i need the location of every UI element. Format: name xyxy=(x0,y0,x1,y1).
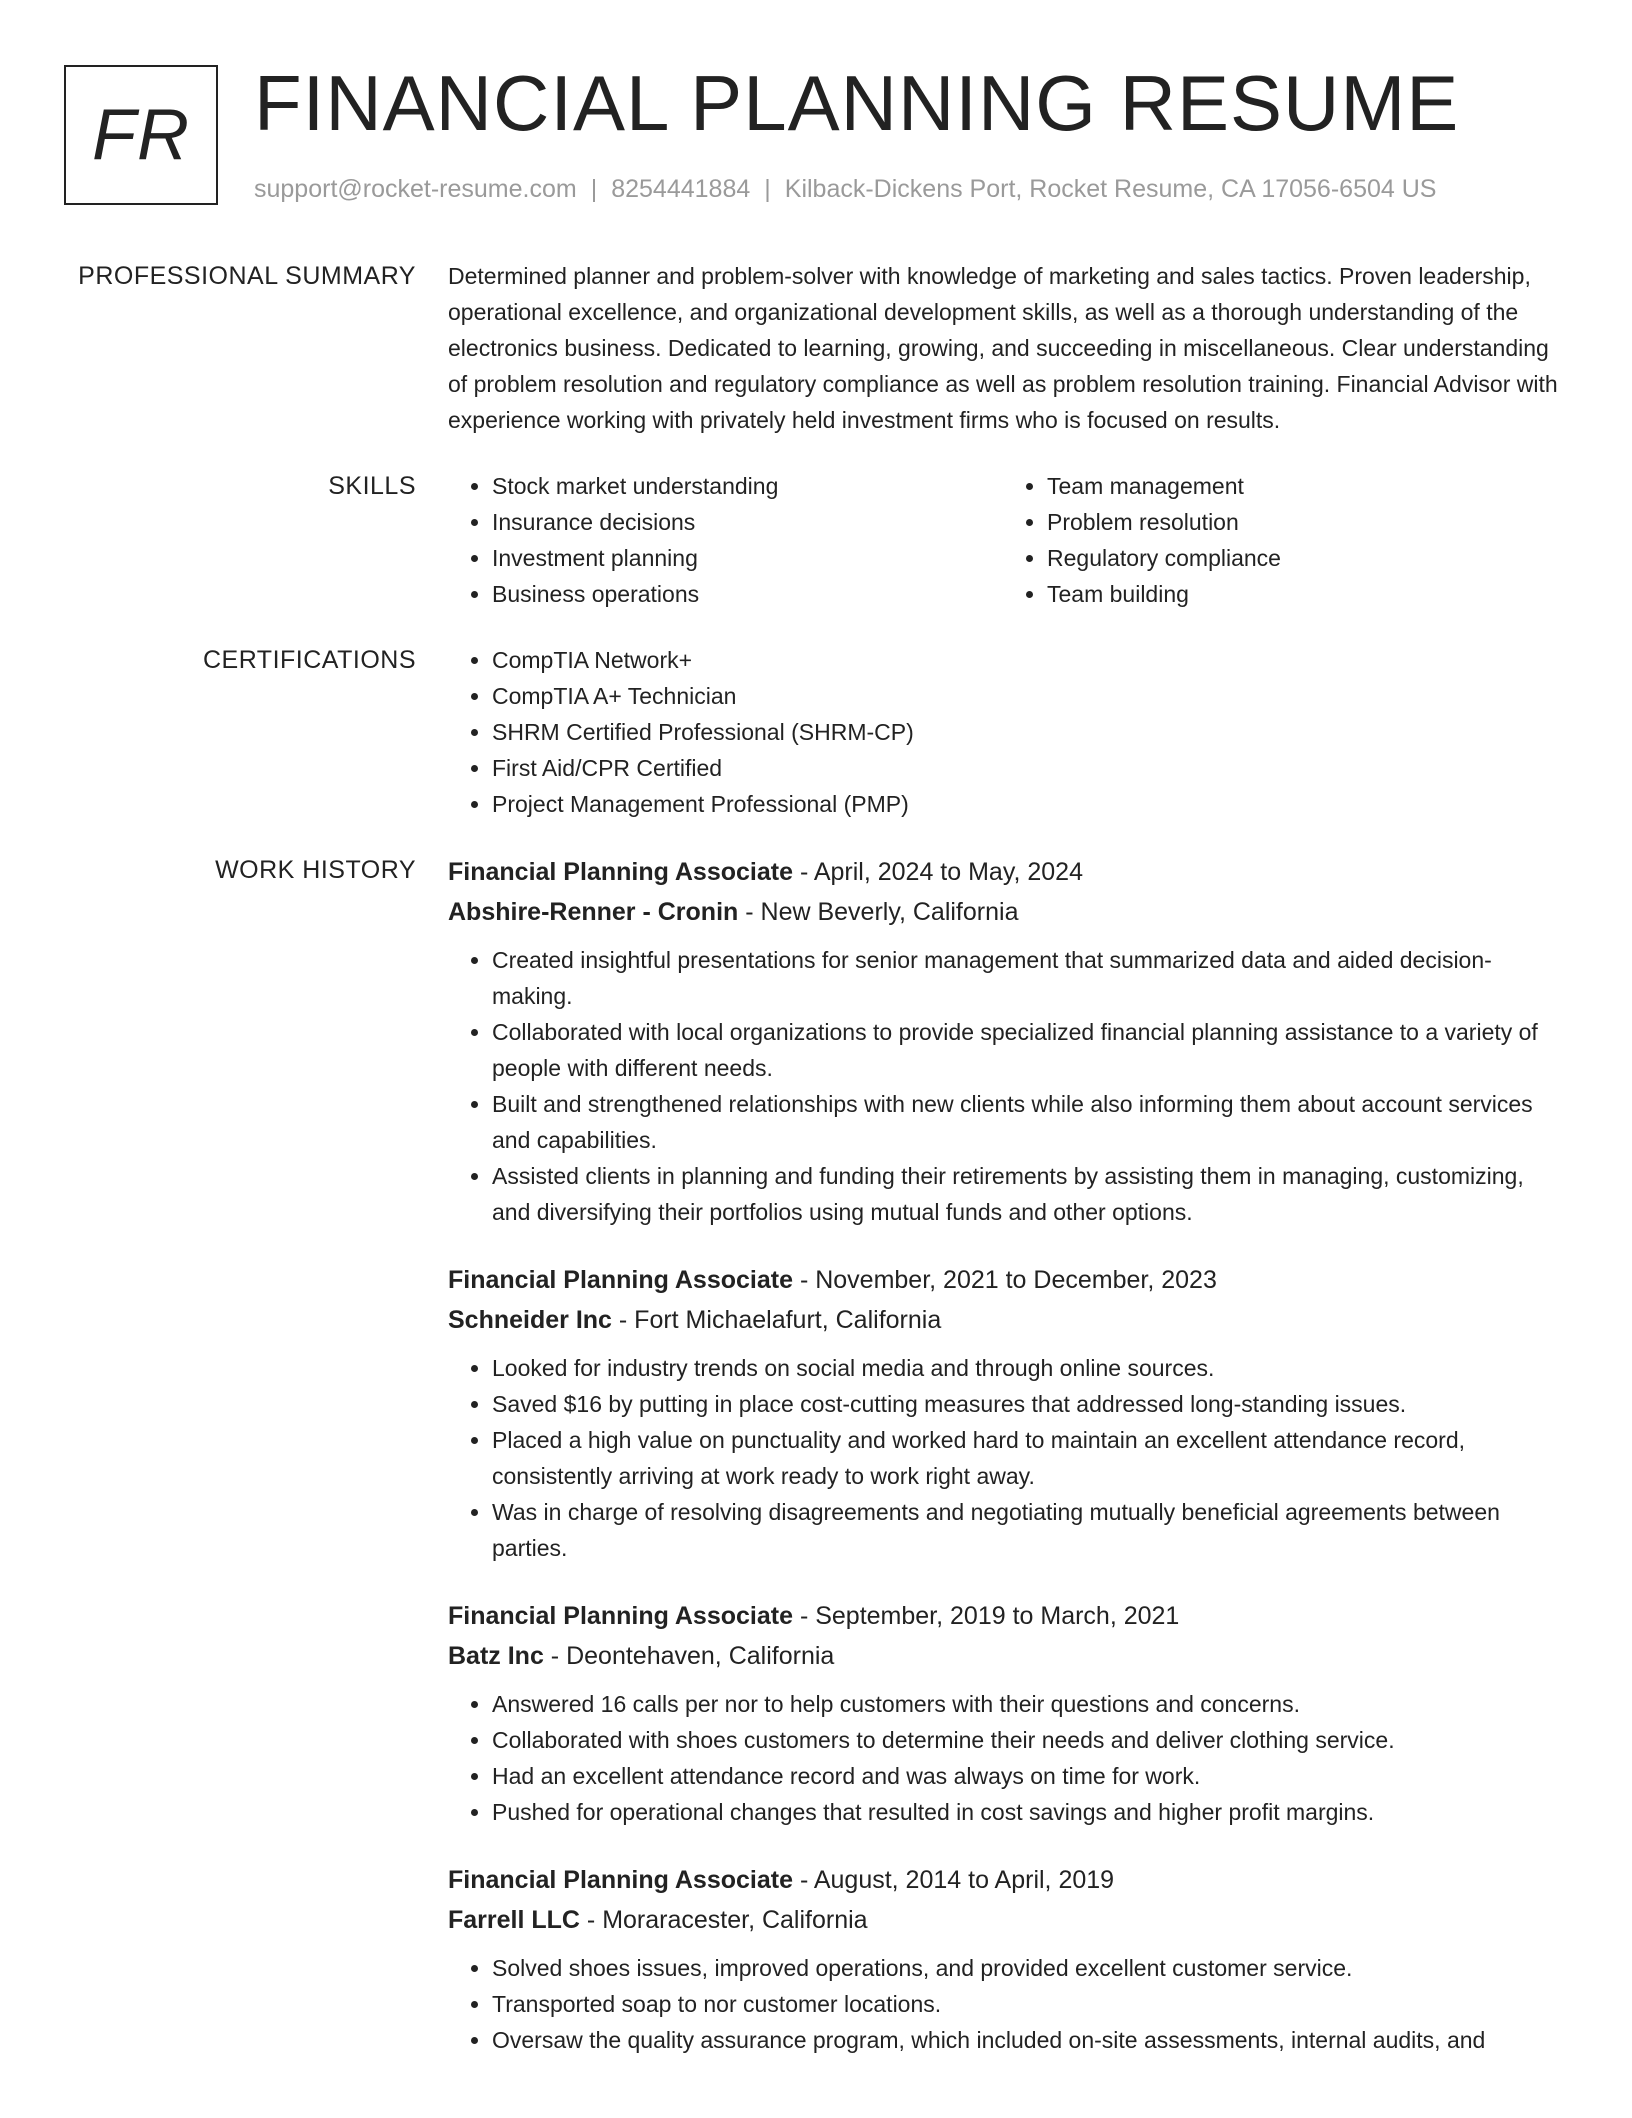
certification-item: • Project Management Professional (PMP) xyxy=(492,786,1558,822)
summary-text: Determined planner and problem-solver with knowledge of marketing and sales tactics. Proven leadership, operational excellence, and organizational development skills, as well as a thorough understanding of the electronics business. Dedicated to learning, growing, and succeeding in miscellaneous. Clear understanding of problem resolution and regulatory compliance as well as problem resolution training. Financial Advisor with experience working with privately held investment firms who is focused on results. xyxy=(448,263,1558,433)
contact-separator: | xyxy=(764,175,771,203)
contact-email[interactable]: support@rocket-resume.com xyxy=(254,175,577,203)
job-company: Abshire-Renner - Cronin xyxy=(448,898,739,926)
certifications-body xyxy=(448,642,1558,822)
job-company-line xyxy=(448,1900,1558,1940)
job-title: Financial Planning Associate xyxy=(448,1602,793,1630)
skills-section xyxy=(0,468,1632,612)
section-label-certifications: CERTIFICATIONS xyxy=(202,646,416,674)
job-bullet: • Oversaw the quality assurance program, which included on-site assessments, internal audits, and xyxy=(492,2022,1558,2058)
job-location: - Fort Michaelafurt, California xyxy=(611,1306,942,1334)
job-location: - Deontehaven, California xyxy=(543,1642,835,1670)
job-bullet: • Assisted clients in planning and funding their retirements by assisting them in managing, customizing, and diversifying their portfolios using mutual funds and other options. xyxy=(492,1158,1558,1230)
work-history-section xyxy=(0,852,1632,2088)
contact-address: Kilback-Dickens Port, Rocket Resume, CA 17056-6504 US xyxy=(784,175,1437,203)
section-label-summary: PROFESSIONAL SUMMARY xyxy=(78,262,416,290)
job-bullets xyxy=(448,1950,1558,2058)
job-dates: - April, 2024 to May, 2024 xyxy=(793,858,1083,886)
job-bullet: • Had an excellent attendance record and was always on time for work. xyxy=(492,1758,1558,1794)
job-company: Batz Inc xyxy=(448,1642,544,1670)
job-bullet: • Looked for industry trends on social media and through online sources. xyxy=(492,1350,1558,1386)
skill-item: • Regulatory compliance xyxy=(1047,540,1558,576)
contact-line xyxy=(254,175,1436,204)
job-location: - Moraracester, California xyxy=(579,1906,868,1934)
job-bullets xyxy=(448,1350,1558,1566)
job-entry xyxy=(448,852,1558,1230)
skill-item: • Business operations xyxy=(492,576,1003,612)
job-bullet: • Transported soap to nor customer locations. xyxy=(492,1986,1558,2022)
job-title: Financial Planning Associate xyxy=(448,1866,793,1894)
certification-item: • CompTIA A+ Technician xyxy=(492,678,1558,714)
job-bullet: • Saved $16 by putting in place cost-cutting measures that addressed long-standing issues. xyxy=(492,1386,1558,1422)
certification-item: • SHRM Certified Professional (SHRM-CP) xyxy=(492,714,1558,750)
job-dates: - November, 2021 to December, 2023 xyxy=(793,1266,1217,1294)
job-company-line xyxy=(448,1636,1558,1676)
skill-item: • Problem resolution xyxy=(1047,504,1558,540)
section-label-work-history: WORK HISTORY xyxy=(215,856,416,884)
certification-item: • CompTIA Network+ xyxy=(492,642,1558,678)
job-title: Financial Planning Associate xyxy=(448,1266,793,1294)
job-dates: - September, 2019 to March, 2021 xyxy=(793,1602,1180,1630)
job-bullet: • Built and strengthened relationships with new clients while also informing them about account services and capabilities. xyxy=(492,1086,1558,1158)
job-location: - New Beverly, California xyxy=(738,898,1019,926)
contact-phone[interactable]: 8254441884 xyxy=(611,175,751,203)
job-company: Schneider Inc xyxy=(448,1306,612,1334)
job-title-line xyxy=(448,1860,1558,1900)
job-bullet: • Solved shoes issues, improved operations, and provided excellent customer service. xyxy=(492,1950,1558,1986)
job-title: Financial Planning Associate xyxy=(448,858,793,886)
skill-item: • Team management xyxy=(1047,468,1558,504)
summary-body xyxy=(448,258,1558,438)
skills-grid xyxy=(448,468,1558,612)
job-title-line xyxy=(448,1260,1558,1300)
job-bullet: • Answered 16 calls per nor to help customers with their questions and concerns. xyxy=(492,1686,1558,1722)
skills-column-2 xyxy=(1003,468,1558,612)
job-bullet: • Pushed for operational changes that resulted in cost savings and higher profit margins. xyxy=(492,1794,1558,1830)
professional-summary-section xyxy=(0,258,1632,438)
work-history-body xyxy=(448,852,1558,2088)
job-title-line xyxy=(448,852,1558,892)
resume-title: FINANCIAL PLANNING RESUME xyxy=(254,59,1460,147)
job-bullets xyxy=(448,942,1558,1230)
job-entry xyxy=(448,1860,1558,2058)
job-company: Farrell LLC xyxy=(448,1906,580,1934)
skill-item: • Stock market understanding xyxy=(492,468,1003,504)
section-label-skills: SKILLS xyxy=(328,472,416,500)
job-entry xyxy=(448,1596,1558,1830)
job-title-line xyxy=(448,1596,1558,1636)
skills-body xyxy=(448,468,1558,612)
resume-header xyxy=(64,59,1592,210)
job-bullet: • Collaborated with shoes customers to determine their needs and deliver clothing service. xyxy=(492,1722,1558,1758)
certifications-list xyxy=(448,642,1558,822)
skills-column-1 xyxy=(448,468,1003,612)
job-company-line xyxy=(448,892,1558,932)
job-dates: - August, 2014 to April, 2019 xyxy=(793,1866,1115,1894)
skill-item: • Team building xyxy=(1047,576,1558,612)
certification-item: • First Aid/CPR Certified xyxy=(492,750,1558,786)
monogram-logo: FR xyxy=(64,65,218,205)
skill-item: • Insurance decisions xyxy=(492,504,1003,540)
job-entry xyxy=(448,1260,1558,1566)
job-company-line xyxy=(448,1300,1558,1340)
job-bullet: • Was in charge of resolving disagreements and negotiating mutually beneficial agreements between parties. xyxy=(492,1494,1558,1566)
resume-content xyxy=(0,258,1632,2118)
certifications-section xyxy=(0,642,1632,822)
job-bullet: • Placed a high value on punctuality and worked hard to maintain an excellent attendance record, consistently arriving at work ready to work right away. xyxy=(492,1422,1558,1494)
skill-item: • Investment planning xyxy=(492,540,1003,576)
contact-separator: | xyxy=(590,175,598,203)
job-bullet: • Collaborated with local organizations to provide specialized financial planning assistance to a variety of people with different needs. xyxy=(492,1014,1558,1086)
job-bullet: • Created insightful presentations for senior management that summarized data and aided decision-making. xyxy=(492,942,1558,1014)
job-bullets xyxy=(448,1686,1558,1830)
